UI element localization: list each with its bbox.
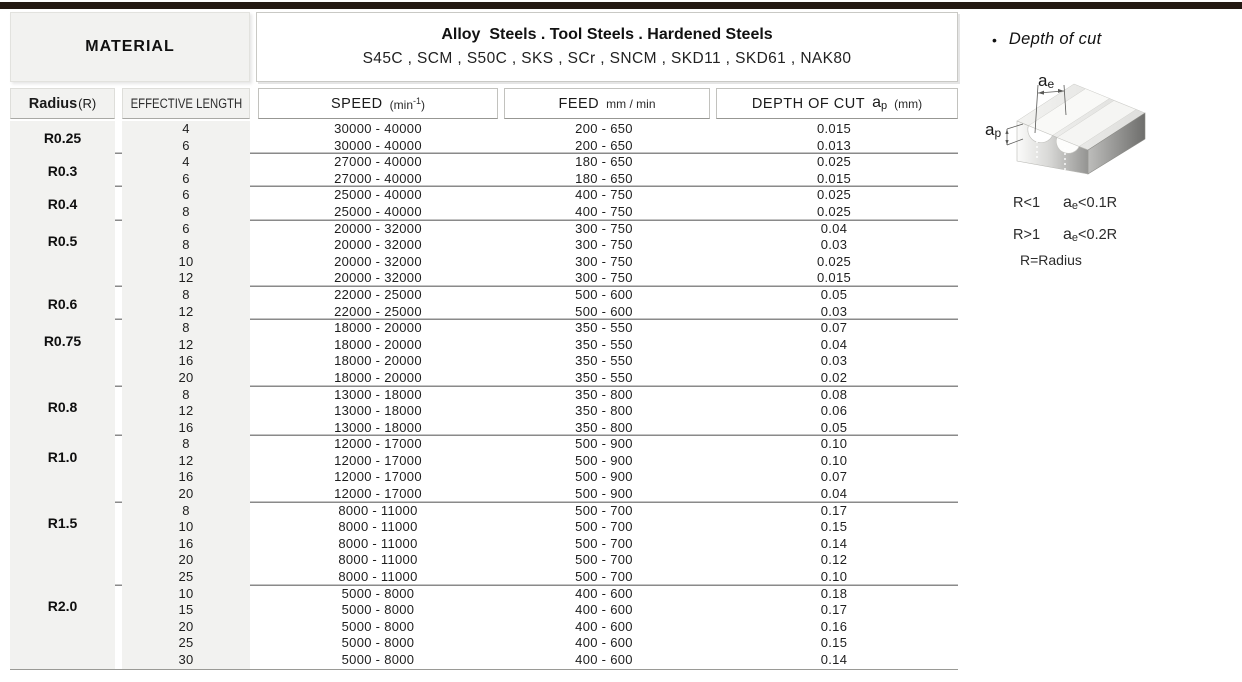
speed-value: 12000 - 17000 xyxy=(334,469,422,485)
radius-label: R0.3 xyxy=(47,162,78,179)
feed-column-header xyxy=(504,88,710,119)
ae-dimension-label: ae xyxy=(1038,71,1055,91)
feed-value: 350 - 800 xyxy=(575,386,633,402)
effective-length-value-column xyxy=(122,320,250,386)
depth-value: 0.05 xyxy=(820,419,848,435)
radius-group xyxy=(10,387,958,437)
feed-value: 500 - 900 xyxy=(575,436,633,452)
speed-header-label: SPEED xyxy=(330,95,383,112)
speed-value: 12000 - 17000 xyxy=(334,452,422,468)
effective-length-column-header xyxy=(122,88,250,119)
depth-value: 0.013 xyxy=(816,137,852,153)
speed-value: 20000 - 32000 xyxy=(334,270,422,286)
depth-value: 0.015 xyxy=(816,270,852,286)
feed-value: 180 - 650 xyxy=(575,154,633,170)
depth-value-column xyxy=(710,503,958,586)
speed-value: 12000 - 17000 xyxy=(334,486,422,502)
depth-value: 0.10 xyxy=(820,436,848,452)
radius-group xyxy=(10,121,958,154)
speed-value: 18000 - 20000 xyxy=(334,369,422,385)
feed-value: 350 - 550 xyxy=(575,320,633,336)
depth-value: 0.16 xyxy=(820,618,848,634)
feed-value: 350 - 550 xyxy=(575,336,633,352)
speed-value: 22000 - 25000 xyxy=(334,286,422,302)
depth-value-column xyxy=(710,287,958,320)
depth-value: 0.04 xyxy=(820,336,848,352)
feed-value: 350 - 550 xyxy=(575,353,633,369)
speed-value: 30000 - 40000 xyxy=(334,121,422,136)
effective-length-value: 8 xyxy=(182,320,190,336)
speed-column-header xyxy=(258,88,498,119)
table-body xyxy=(10,121,958,670)
feed-value: 350 - 800 xyxy=(575,419,633,435)
depth-value: 0.015 xyxy=(816,170,852,186)
effective-length-value: 20 xyxy=(178,369,194,385)
effective-length-value: 6 xyxy=(182,187,190,203)
speed-value: 12000 - 17000 xyxy=(334,436,422,452)
feed-value: 400 - 600 xyxy=(575,602,633,618)
feed-value-column xyxy=(498,387,710,437)
feed-value: 500 - 700 xyxy=(575,519,633,535)
speed-value: 30000 - 40000 xyxy=(334,137,422,153)
speed-value-column xyxy=(258,154,498,187)
feed-value: 500 - 700 xyxy=(575,569,633,585)
radius-label: R1.0 xyxy=(47,448,78,465)
radius-group xyxy=(10,287,958,320)
radius-cell xyxy=(10,503,115,586)
depth-value-column xyxy=(710,436,958,502)
depth-value: 0.025 xyxy=(816,203,852,219)
radius-label: R0.5 xyxy=(47,233,78,250)
feed-value-column xyxy=(498,187,710,220)
effective-length-value: 20 xyxy=(178,552,194,568)
material-header-cell xyxy=(10,12,250,82)
depth-value: 0.06 xyxy=(820,403,848,419)
feed-value-column xyxy=(498,503,710,586)
radius-cell xyxy=(10,320,115,386)
feed-value: 180 - 650 xyxy=(575,170,633,186)
depth-value: 0.10 xyxy=(820,452,848,468)
effective-length-value: 8 xyxy=(182,386,190,402)
depth-value: 0.02 xyxy=(820,369,848,385)
effective-length-value: 10 xyxy=(178,519,194,535)
radius-label: R2.0 xyxy=(47,598,78,615)
effective-length-value: 6 xyxy=(182,137,190,153)
effective-length-value: 16 xyxy=(178,535,194,551)
radius-group xyxy=(10,187,958,220)
radius-label: R0.25 xyxy=(43,129,82,146)
effective-length-value: 10 xyxy=(178,253,194,269)
effective-length-header-label: EFFECTIVE LENGTH xyxy=(130,96,242,111)
speed-value: 27000 - 40000 xyxy=(334,154,422,170)
top-border-bar xyxy=(0,2,1242,9)
feed-value: 500 - 700 xyxy=(575,502,633,518)
feed-value: 500 - 900 xyxy=(575,452,633,468)
depth-value-column xyxy=(710,187,958,220)
feed-value-column xyxy=(498,121,710,154)
feed-header-label: FEED xyxy=(558,95,600,112)
depth-value: 0.14 xyxy=(820,652,848,667)
speed-value: 20000 - 32000 xyxy=(334,220,422,236)
speed-value: 20000 - 32000 xyxy=(334,237,422,253)
depth-value: 0.14 xyxy=(820,535,848,551)
effective-length-value: 8 xyxy=(182,203,190,219)
speed-value: 20000 - 32000 xyxy=(334,253,422,269)
radius-header-suffix: (R) xyxy=(78,95,97,111)
depth-value-column xyxy=(710,387,958,437)
effective-length-value: 6 xyxy=(182,170,190,186)
radius-definition: R=Radius xyxy=(1020,252,1082,268)
feed-value: 400 - 600 xyxy=(575,635,633,651)
bullet-icon: • xyxy=(992,31,997,48)
feed-value-column xyxy=(498,154,710,187)
speed-value: 5000 - 8000 xyxy=(341,652,415,667)
ap-dimension-label: ap xyxy=(985,120,1002,140)
effective-length-value: 4 xyxy=(182,121,190,136)
effective-length-value-column xyxy=(122,154,250,187)
speed-value: 8000 - 11000 xyxy=(338,502,418,518)
feed-value-column xyxy=(498,320,710,386)
radius-label: R1.5 xyxy=(47,515,78,532)
radius-group xyxy=(10,436,958,502)
feed-value: 500 - 700 xyxy=(575,535,633,551)
radius-cell xyxy=(10,586,115,669)
speed-value: 18000 - 20000 xyxy=(334,353,422,369)
depth-value: 0.15 xyxy=(820,519,848,535)
depth-value: 0.04 xyxy=(820,220,848,236)
feed-value: 300 - 750 xyxy=(575,270,633,286)
depth-value-column xyxy=(710,221,958,287)
feed-value-column xyxy=(498,586,710,669)
speed-value-column xyxy=(258,221,498,287)
material-group-cell xyxy=(256,12,958,82)
effective-length-value: 12 xyxy=(178,336,194,352)
depth-value: 0.08 xyxy=(820,386,848,402)
effective-length-value-column xyxy=(122,436,250,502)
depth-value: 0.15 xyxy=(820,635,848,651)
radius-cell xyxy=(10,221,115,287)
effective-length-value: 30 xyxy=(178,652,194,667)
feed-value: 400 - 750 xyxy=(575,187,633,203)
feed-value: 400 - 600 xyxy=(575,652,633,667)
radius-cell xyxy=(10,436,115,502)
depth-value: 0.12 xyxy=(820,552,848,568)
effective-length-value: 25 xyxy=(178,569,194,585)
depth-value: 0.17 xyxy=(820,502,848,518)
effective-length-value: 16 xyxy=(178,419,194,435)
speed-value: 5000 - 8000 xyxy=(341,618,415,634)
speed-value: 8000 - 11000 xyxy=(338,552,418,568)
feed-value: 400 - 600 xyxy=(575,618,633,634)
depth-value-column xyxy=(710,154,958,187)
radius-cell xyxy=(10,387,115,437)
speed-value: 5000 - 8000 xyxy=(341,585,415,601)
feed-value: 500 - 600 xyxy=(575,303,633,319)
radius-label: R0.75 xyxy=(43,332,82,349)
material-grades-list: S45C , SCM , S50C , SKS , SCr , SNCM , SKD11 , SKD61 , NAK80 xyxy=(362,50,852,67)
radius-cell xyxy=(10,287,115,320)
speed-value: 25000 - 40000 xyxy=(334,187,422,203)
depth-value: 0.05 xyxy=(820,286,848,302)
feed-value-column xyxy=(498,221,710,287)
radius-group xyxy=(10,221,958,287)
effective-length-value: 12 xyxy=(178,270,194,286)
radius-group xyxy=(10,320,958,386)
speed-value-column xyxy=(258,387,498,437)
radius-label: R0.8 xyxy=(47,399,78,415)
speed-value: 13000 - 18000 xyxy=(334,419,422,435)
effective-length-value-column xyxy=(122,586,250,669)
depth-value: 0.10 xyxy=(820,569,848,585)
speed-value: 5000 - 8000 xyxy=(341,635,415,651)
feed-header-unit: mm / min xyxy=(606,96,656,111)
effective-length-value: 6 xyxy=(182,220,190,236)
speed-value: 22000 - 25000 xyxy=(334,303,422,319)
speed-value: 8000 - 11000 xyxy=(338,569,418,585)
radius-cell xyxy=(10,121,115,154)
radius-group xyxy=(10,503,958,586)
feed-value-column xyxy=(498,287,710,320)
feed-value: 500 - 900 xyxy=(575,469,633,485)
effective-length-value: 16 xyxy=(178,353,194,369)
radius-group xyxy=(10,154,958,187)
depth-header-label: DEPTH OF CUT xyxy=(751,95,866,112)
depth-header-symbol: ap xyxy=(872,94,888,112)
speed-value: 8000 - 11000 xyxy=(338,535,418,551)
effective-length-value: 16 xyxy=(178,469,194,485)
effective-length-value: 12 xyxy=(178,403,194,419)
stepover-rule-small-radius: R<1 ae<0.1R xyxy=(1013,194,1118,212)
depth-value: 0.18 xyxy=(820,585,848,601)
depth-value-column xyxy=(710,320,958,386)
depth-of-cut-diagram xyxy=(985,73,1190,188)
effective-length-value: 25 xyxy=(178,635,194,651)
depth-of-cut-heading xyxy=(992,30,1101,49)
feed-value: 300 - 750 xyxy=(575,237,633,253)
depth-value: 0.025 xyxy=(816,187,852,203)
effective-length-value-column xyxy=(122,287,250,320)
feed-value: 500 - 900 xyxy=(575,486,633,502)
effective-length-value: 10 xyxy=(178,585,194,601)
speed-value: 25000 - 40000 xyxy=(334,203,422,219)
speed-value: 13000 - 18000 xyxy=(334,403,422,419)
effective-length-value: 12 xyxy=(178,452,194,468)
depth-value: 0.025 xyxy=(816,154,852,170)
radius-label: R0.4 xyxy=(47,195,78,212)
speed-value-column xyxy=(258,320,498,386)
effective-length-value: 4 xyxy=(182,154,190,170)
stepover-rule-large-radius: R>1 ae<0.2R xyxy=(1013,226,1118,244)
depth-value: 0.03 xyxy=(820,353,848,369)
speed-value: 18000 - 20000 xyxy=(334,336,422,352)
radius-column-header xyxy=(10,88,115,119)
effective-length-value-column xyxy=(122,221,250,287)
material-group-title: Alloy Steels . Tool Steels . Hardened Steels xyxy=(441,26,773,43)
radius-group xyxy=(10,586,958,669)
effective-length-value: 20 xyxy=(178,486,194,502)
feed-value: 500 - 600 xyxy=(575,286,633,302)
effective-length-value: 15 xyxy=(178,602,194,618)
effective-length-value: 20 xyxy=(178,618,194,634)
feed-value: 300 - 750 xyxy=(575,253,633,269)
depth-value: 0.07 xyxy=(820,320,848,336)
feed-value: 400 - 750 xyxy=(575,203,633,219)
speed-value: 13000 - 18000 xyxy=(334,386,422,402)
effective-length-value-column xyxy=(122,387,250,437)
speed-value: 27000 - 40000 xyxy=(334,170,422,186)
effective-length-value: 8 xyxy=(182,502,190,518)
depth-value: 0.025 xyxy=(816,253,852,269)
speed-value-column xyxy=(258,503,498,586)
depth-of-cut-column-header xyxy=(716,88,958,119)
depth-value: 0.07 xyxy=(820,469,848,485)
effective-length-value: 12 xyxy=(178,303,194,319)
effective-length-value: 8 xyxy=(182,237,190,253)
feed-value-column xyxy=(498,436,710,502)
radius-cell xyxy=(10,187,115,220)
speed-value: 18000 - 20000 xyxy=(334,320,422,336)
feed-value: 200 - 650 xyxy=(575,121,633,136)
speed-value-column xyxy=(258,287,498,320)
effective-length-value-column xyxy=(122,187,250,220)
material-label: MATERIAL xyxy=(85,38,175,55)
speed-value: 8000 - 11000 xyxy=(338,519,418,535)
depth-header-unit: (mm) xyxy=(894,96,923,111)
depth-value: 0.015 xyxy=(816,121,852,136)
feed-value: 350 - 800 xyxy=(575,403,633,419)
feed-value: 200 - 650 xyxy=(575,137,633,153)
feed-value: 300 - 750 xyxy=(575,220,633,236)
depth-value: 0.03 xyxy=(820,237,848,253)
radius-label: R0.6 xyxy=(47,295,78,312)
speed-value-column xyxy=(258,586,498,669)
feed-value: 350 - 550 xyxy=(575,369,633,385)
speed-header-unit: $(\min^{-1})$ xyxy=(389,95,426,112)
depth-value: 0.17 xyxy=(820,602,848,618)
effective-length-value: 8 xyxy=(182,436,190,452)
radius-header-label: Radius xyxy=(28,95,78,112)
depth-value: 0.03 xyxy=(820,303,848,319)
depth-value-column xyxy=(710,121,958,154)
speed-value-column xyxy=(258,436,498,502)
effective-length-value: 8 xyxy=(182,286,190,302)
feed-value: 500 - 700 xyxy=(575,552,633,568)
speed-value: 5000 - 8000 xyxy=(341,602,415,618)
depth-value-column xyxy=(710,586,958,669)
depth-value: 0.04 xyxy=(820,486,848,502)
effective-length-value-column xyxy=(122,121,250,154)
depth-of-cut-title: Depth of cut xyxy=(1008,30,1102,48)
speed-value-column xyxy=(258,121,498,154)
feed-value: 400 - 600 xyxy=(575,585,633,601)
speed-value-column xyxy=(258,187,498,220)
radius-cell xyxy=(10,154,115,187)
effective-length-value-column xyxy=(122,503,250,586)
